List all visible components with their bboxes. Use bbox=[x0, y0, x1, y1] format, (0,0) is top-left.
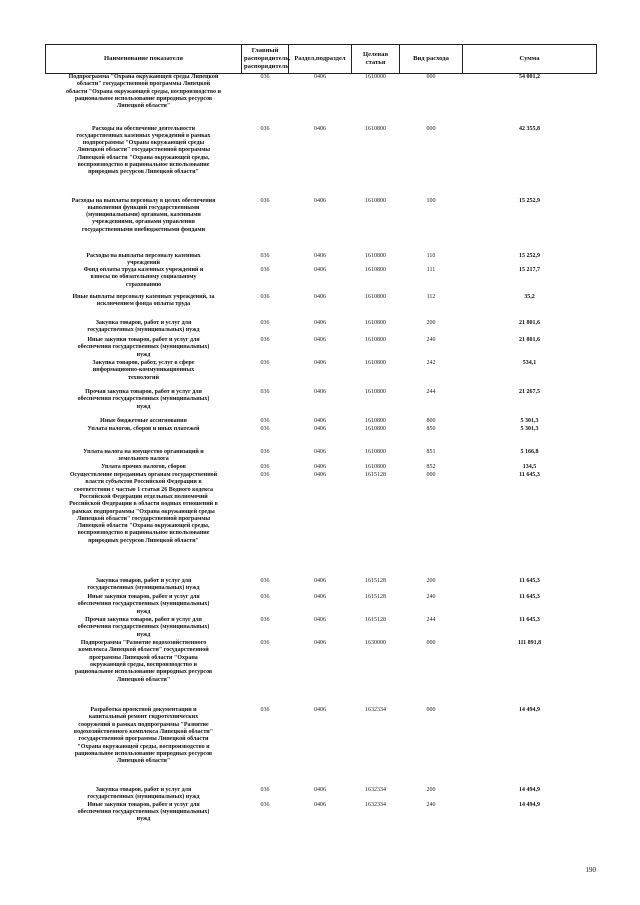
indicator-name: Расходы на обеспечение деятельности государственных казенных учреждений в рамках подпрограммы "Охрана окружающей среды Липецкой области" государственной программы Липецкой области "Охрана окружающей среды, воспроизводство и рациональное использование природных ресурсов Липецкой области" bbox=[76, 125, 211, 176]
cell-sum: 15 252,9 bbox=[519, 252, 540, 259]
indicator-name: Закупка товаров, работ и услуг для государственных (муниципальных) нужд bbox=[87, 787, 200, 801]
cell-target: 1615128 bbox=[365, 472, 386, 479]
cell-chief: 036 bbox=[260, 389, 270, 396]
cell-name bbox=[46, 360, 242, 389]
table-row bbox=[46, 253, 597, 268]
table-row bbox=[46, 126, 597, 198]
table-row bbox=[46, 267, 597, 294]
cell-name bbox=[46, 74, 242, 126]
cell-sum: 42 355,8 bbox=[519, 125, 540, 132]
cell-section: 0406 bbox=[314, 594, 326, 601]
cell-name bbox=[46, 294, 242, 320]
cell-chief: 036 bbox=[260, 594, 270, 601]
table-row bbox=[46, 787, 597, 802]
table-header-row bbox=[46, 45, 597, 74]
indicator-name: Уплата налога на имущество организаций и земельного налога bbox=[83, 449, 204, 463]
cell-chief: 036 bbox=[260, 801, 270, 808]
cell-name bbox=[46, 418, 242, 426]
header-sum: Сумма bbox=[463, 45, 597, 74]
cell-expense: 200 bbox=[426, 320, 436, 327]
cell-name bbox=[46, 617, 242, 640]
cell-sum: 54 001,2 bbox=[519, 74, 540, 80]
cell-target: 1615128 bbox=[365, 594, 386, 601]
table-row bbox=[46, 640, 597, 707]
cell-target: 1632334 bbox=[365, 707, 386, 714]
cell-chief: 036 bbox=[260, 252, 270, 259]
table-row bbox=[46, 802, 597, 826]
cell-expense: 200 bbox=[426, 578, 436, 585]
cell-chief: 036 bbox=[260, 418, 270, 425]
indicator-name: Подпрограмма "Развитие водохозяйственного комплекса Липецкой области" государственной программы Липецкой области "Охрана окружающей среды, воспроизводство и рациональное использование природных ресурсов Липецкой области" bbox=[74, 640, 213, 683]
table-row bbox=[46, 464, 597, 472]
cell-target: 1615128 bbox=[365, 617, 386, 624]
cell-section: 0406 bbox=[314, 578, 326, 585]
cell-sum: 14 494,9 bbox=[519, 787, 540, 794]
cell-expense: 112 bbox=[426, 294, 436, 301]
table-row bbox=[46, 294, 597, 320]
cell-name bbox=[46, 320, 242, 337]
cell-chief: 036 bbox=[260, 337, 270, 344]
table-row bbox=[46, 74, 597, 126]
cell-sum: 111 891,8 bbox=[517, 640, 542, 647]
cell-name bbox=[46, 337, 242, 360]
cell-expense: 100 bbox=[426, 197, 436, 204]
cell-name bbox=[46, 594, 242, 617]
table-row bbox=[46, 337, 597, 360]
indicator-name: Уплата прочих налогов, сборов bbox=[101, 464, 186, 471]
indicator-name: Прочая закупка товаров, работ и услуг для обеспечения государственных (муниципальных) нужд bbox=[77, 389, 210, 410]
cell-sum: 534,1 bbox=[522, 360, 537, 367]
table-row bbox=[46, 389, 597, 418]
indicator-name: Уплата налогов, сборов и иных платежей bbox=[87, 426, 200, 433]
cell-target: 1610800 bbox=[365, 294, 386, 301]
cell-target: 1610800 bbox=[365, 418, 386, 425]
cell-expense: 000 bbox=[426, 74, 436, 80]
cell-section: 0406 bbox=[314, 74, 326, 80]
cell-sum: 134,5 bbox=[522, 464, 537, 471]
cell-chief: 036 bbox=[260, 320, 270, 327]
header-chief: Главный распорядитель, распорядитель bbox=[242, 45, 289, 74]
cell-expense: 244 bbox=[426, 617, 436, 624]
cell-section: 0406 bbox=[314, 197, 326, 204]
indicator-name: Иные бюджетные ассигнования bbox=[100, 418, 187, 425]
cell-expense: 000 bbox=[426, 640, 436, 647]
cell-chief: 036 bbox=[260, 294, 270, 301]
cell-target: 1610800 bbox=[365, 337, 386, 344]
table-row bbox=[46, 578, 597, 594]
cell-target: 1610800 bbox=[365, 197, 386, 204]
cell-target: 1610800 bbox=[365, 389, 386, 396]
header-name: Наименование показателя bbox=[46, 45, 242, 74]
page-number: 190 bbox=[585, 866, 596, 874]
table-row bbox=[46, 472, 597, 578]
cell-section: 0406 bbox=[314, 617, 326, 624]
indicator-name: Закупка товаров, работ и услуг для государственных (муниципальных) нужд bbox=[87, 320, 200, 334]
budget-table bbox=[45, 44, 597, 826]
cell-target: 1615128 bbox=[365, 578, 386, 585]
cell-sum: 11 645,3 bbox=[519, 472, 540, 479]
cell-chief: 036 bbox=[260, 449, 270, 456]
cell-name bbox=[46, 640, 242, 707]
cell-sum: 5 166,8 bbox=[520, 449, 539, 456]
table-row bbox=[46, 360, 597, 389]
cell-section: 0406 bbox=[314, 320, 326, 327]
cell-name bbox=[46, 253, 242, 268]
cell-target: 1632334 bbox=[365, 801, 386, 808]
cell-sum: 11 645,3 bbox=[519, 594, 540, 601]
cell-section: 0406 bbox=[314, 252, 326, 259]
cell-expense: 242 bbox=[426, 360, 436, 367]
cell-section: 0406 bbox=[314, 464, 326, 471]
cell-sum: 5 301,3 bbox=[520, 426, 539, 433]
indicator-name: Иные закупки товаров, работ и услуг для обеспечения государственных (муниципальных) нужд bbox=[77, 337, 210, 358]
indicator-name: Осуществление переданных органам государственной власти субъектов Российской Федерации в соответствии с частью 1 статьи 26 Водного кодекса Российской Федерации отдельных полномочий Российской Федерации в области водных отношений в рамках подпрограммы "Охрана окружающей среды Липецкой области" государственной программы Липецкой области "Охрана окружающей среды, воспроизводство и рациональное использование природных ресурсов Липецкой области" bbox=[69, 472, 218, 544]
cell-sum: 11 645,3 bbox=[519, 617, 540, 624]
cell-target: 1610800 bbox=[365, 426, 386, 433]
cell-chief: 036 bbox=[260, 707, 270, 714]
cell-name bbox=[46, 126, 242, 198]
cell-expense: 852 bbox=[426, 464, 436, 471]
cell-target: 1632334 bbox=[365, 787, 386, 794]
cell-name bbox=[46, 578, 242, 594]
cell-chief: 036 bbox=[260, 472, 270, 479]
cell-target: 1610800 bbox=[365, 464, 386, 471]
cell-sum: 21 801,6 bbox=[519, 320, 540, 327]
table-row bbox=[46, 198, 597, 253]
table-row bbox=[46, 617, 597, 640]
cell-expense: 110 bbox=[426, 252, 436, 259]
cell-section: 0406 bbox=[314, 472, 326, 479]
cell-expense: 240 bbox=[426, 337, 436, 344]
cell-section: 0406 bbox=[314, 360, 326, 367]
cell-sum: 14 494,9 bbox=[519, 801, 540, 808]
cell-expense: 244 bbox=[426, 389, 436, 396]
cell-sum: 35,2 bbox=[524, 294, 535, 301]
cell-expense: 000 bbox=[426, 125, 436, 132]
indicator-name: Расходы на выплаты персоналу в целях обеспечения выполнения функций государственными (муниципальными) органами, казенными учреждениями, органами управления государственными внебюджетными фондами bbox=[71, 197, 216, 233]
header-expense: Вид расхода bbox=[400, 45, 463, 74]
table-row bbox=[46, 320, 597, 337]
cell-expense: 800 bbox=[426, 418, 436, 425]
cell-chief: 036 bbox=[260, 125, 270, 132]
header-section: Раздел,подраздел bbox=[289, 45, 352, 74]
cell-section: 0406 bbox=[314, 125, 326, 132]
cell-name bbox=[46, 802, 242, 826]
cell-chief: 036 bbox=[260, 640, 270, 647]
cell-target: 1630000 bbox=[365, 640, 386, 647]
cell-section: 0406 bbox=[314, 707, 326, 714]
table-row bbox=[46, 707, 597, 787]
cell-expense: 850 bbox=[426, 426, 436, 433]
indicator-name: Иные закупки товаров, работ и услуг для обеспечения государственных (муниципальных) нужд bbox=[77, 594, 210, 615]
cell-chief: 036 bbox=[260, 197, 270, 204]
cell-expense: 851 bbox=[426, 449, 436, 456]
cell-section: 0406 bbox=[314, 294, 326, 301]
cell-section: 0406 bbox=[314, 640, 326, 647]
cell-sum: 21 801,6 bbox=[519, 337, 540, 344]
cell-section: 0406 bbox=[314, 801, 326, 808]
cell-expense: 240 bbox=[426, 594, 436, 601]
cell-name bbox=[46, 472, 242, 578]
cell-target: 1610800 bbox=[365, 267, 386, 274]
cell-target: 1610800 bbox=[365, 320, 386, 327]
cell-chief: 036 bbox=[260, 617, 270, 624]
cell-expense: 000 bbox=[426, 707, 436, 714]
table-row bbox=[46, 426, 597, 449]
cell-chief: 036 bbox=[260, 426, 270, 433]
cell-name bbox=[46, 464, 242, 472]
cell-section: 0406 bbox=[314, 418, 326, 425]
indicator-name: Подпрограмма "Охрана окружающей среды Липецкой области" государственной программы Липецкой области "Охрана окружающей среды, воспроизводство и рациональное использование природных ресурсов Липецкой области" bbox=[66, 74, 221, 110]
cell-chief: 036 bbox=[260, 578, 270, 585]
indicator-name: Расходы на выплаты персоналу казенных учреждений bbox=[86, 252, 201, 266]
cell-chief: 036 bbox=[260, 787, 270, 794]
indicator-name: Иные закупки товаров, работ и услуг для обеспечения государственных (муниципальных) нужд bbox=[77, 801, 210, 823]
cell-section: 0406 bbox=[314, 449, 326, 456]
cell-name bbox=[46, 449, 242, 464]
table-body bbox=[46, 74, 597, 826]
cell-name bbox=[46, 389, 242, 418]
cell-chief: 036 bbox=[260, 74, 270, 80]
header-target: Целевая статья bbox=[352, 45, 400, 74]
indicator-name: Разработка проектной документации и капитальный ремонт гидротехнических сооружений в рамках подпрограммы "Развитие водохозяйственного комплекса Липецкой области" государственной программы Липецкой области "Охрана окружающей среды, воспроизводство и рациональное использование природных ресурсов Липецкой области" bbox=[73, 707, 214, 765]
indicator-name: Закупка товаров, работ, услуг в сфере информационно-коммуникационных технологий bbox=[92, 360, 195, 381]
cell-name bbox=[46, 707, 242, 787]
cell-name bbox=[46, 267, 242, 294]
table-row bbox=[46, 449, 597, 464]
cell-target: 1610800 bbox=[365, 252, 386, 259]
cell-section: 0406 bbox=[314, 337, 326, 344]
cell-name bbox=[46, 198, 242, 253]
cell-name bbox=[46, 426, 242, 449]
cell-sum: 15 217,7 bbox=[519, 267, 540, 274]
cell-expense: 111 bbox=[426, 267, 436, 274]
cell-name bbox=[46, 787, 242, 802]
cell-target: 1610800 bbox=[365, 360, 386, 367]
cell-target: 1610800 bbox=[365, 125, 386, 132]
cell-expense: 000 bbox=[426, 472, 436, 479]
indicator-name: Фонд оплаты труда казенных учреждений и взносы по обязательному социальному страхованию bbox=[83, 267, 204, 288]
table-row bbox=[46, 418, 597, 426]
indicator-name: Закупка товаров, работ и услуг для государственных (муниципальных) нужд bbox=[87, 578, 200, 592]
indicator-name: Прочая закупка товаров, работ и услуг для обеспечения государственных (муниципальных) нужд bbox=[77, 617, 210, 638]
cell-expense: 240 bbox=[426, 801, 436, 808]
table-row bbox=[46, 594, 597, 617]
cell-section: 0406 bbox=[314, 787, 326, 794]
indicator-name: Иные выплаты персоналу казенных учреждений, за исключением фонда оплаты труда bbox=[72, 294, 215, 308]
cell-chief: 036 bbox=[260, 464, 270, 471]
cell-expense: 200 bbox=[426, 787, 436, 794]
cell-sum: 14 494,9 bbox=[519, 707, 540, 714]
cell-sum: 21 267,5 bbox=[519, 389, 540, 396]
cell-sum: 5 301,3 bbox=[520, 418, 539, 425]
cell-chief: 036 bbox=[260, 267, 270, 274]
cell-sum: 11 645,3 bbox=[519, 578, 540, 585]
cell-section: 0406 bbox=[314, 267, 326, 274]
cell-chief: 036 bbox=[260, 360, 270, 367]
cell-target: 1610800 bbox=[365, 449, 386, 456]
cell-target: 1610000 bbox=[365, 74, 386, 80]
cell-section: 0406 bbox=[314, 426, 326, 433]
cell-sum: 15 252,9 bbox=[519, 197, 540, 204]
cell-section: 0406 bbox=[314, 389, 326, 396]
